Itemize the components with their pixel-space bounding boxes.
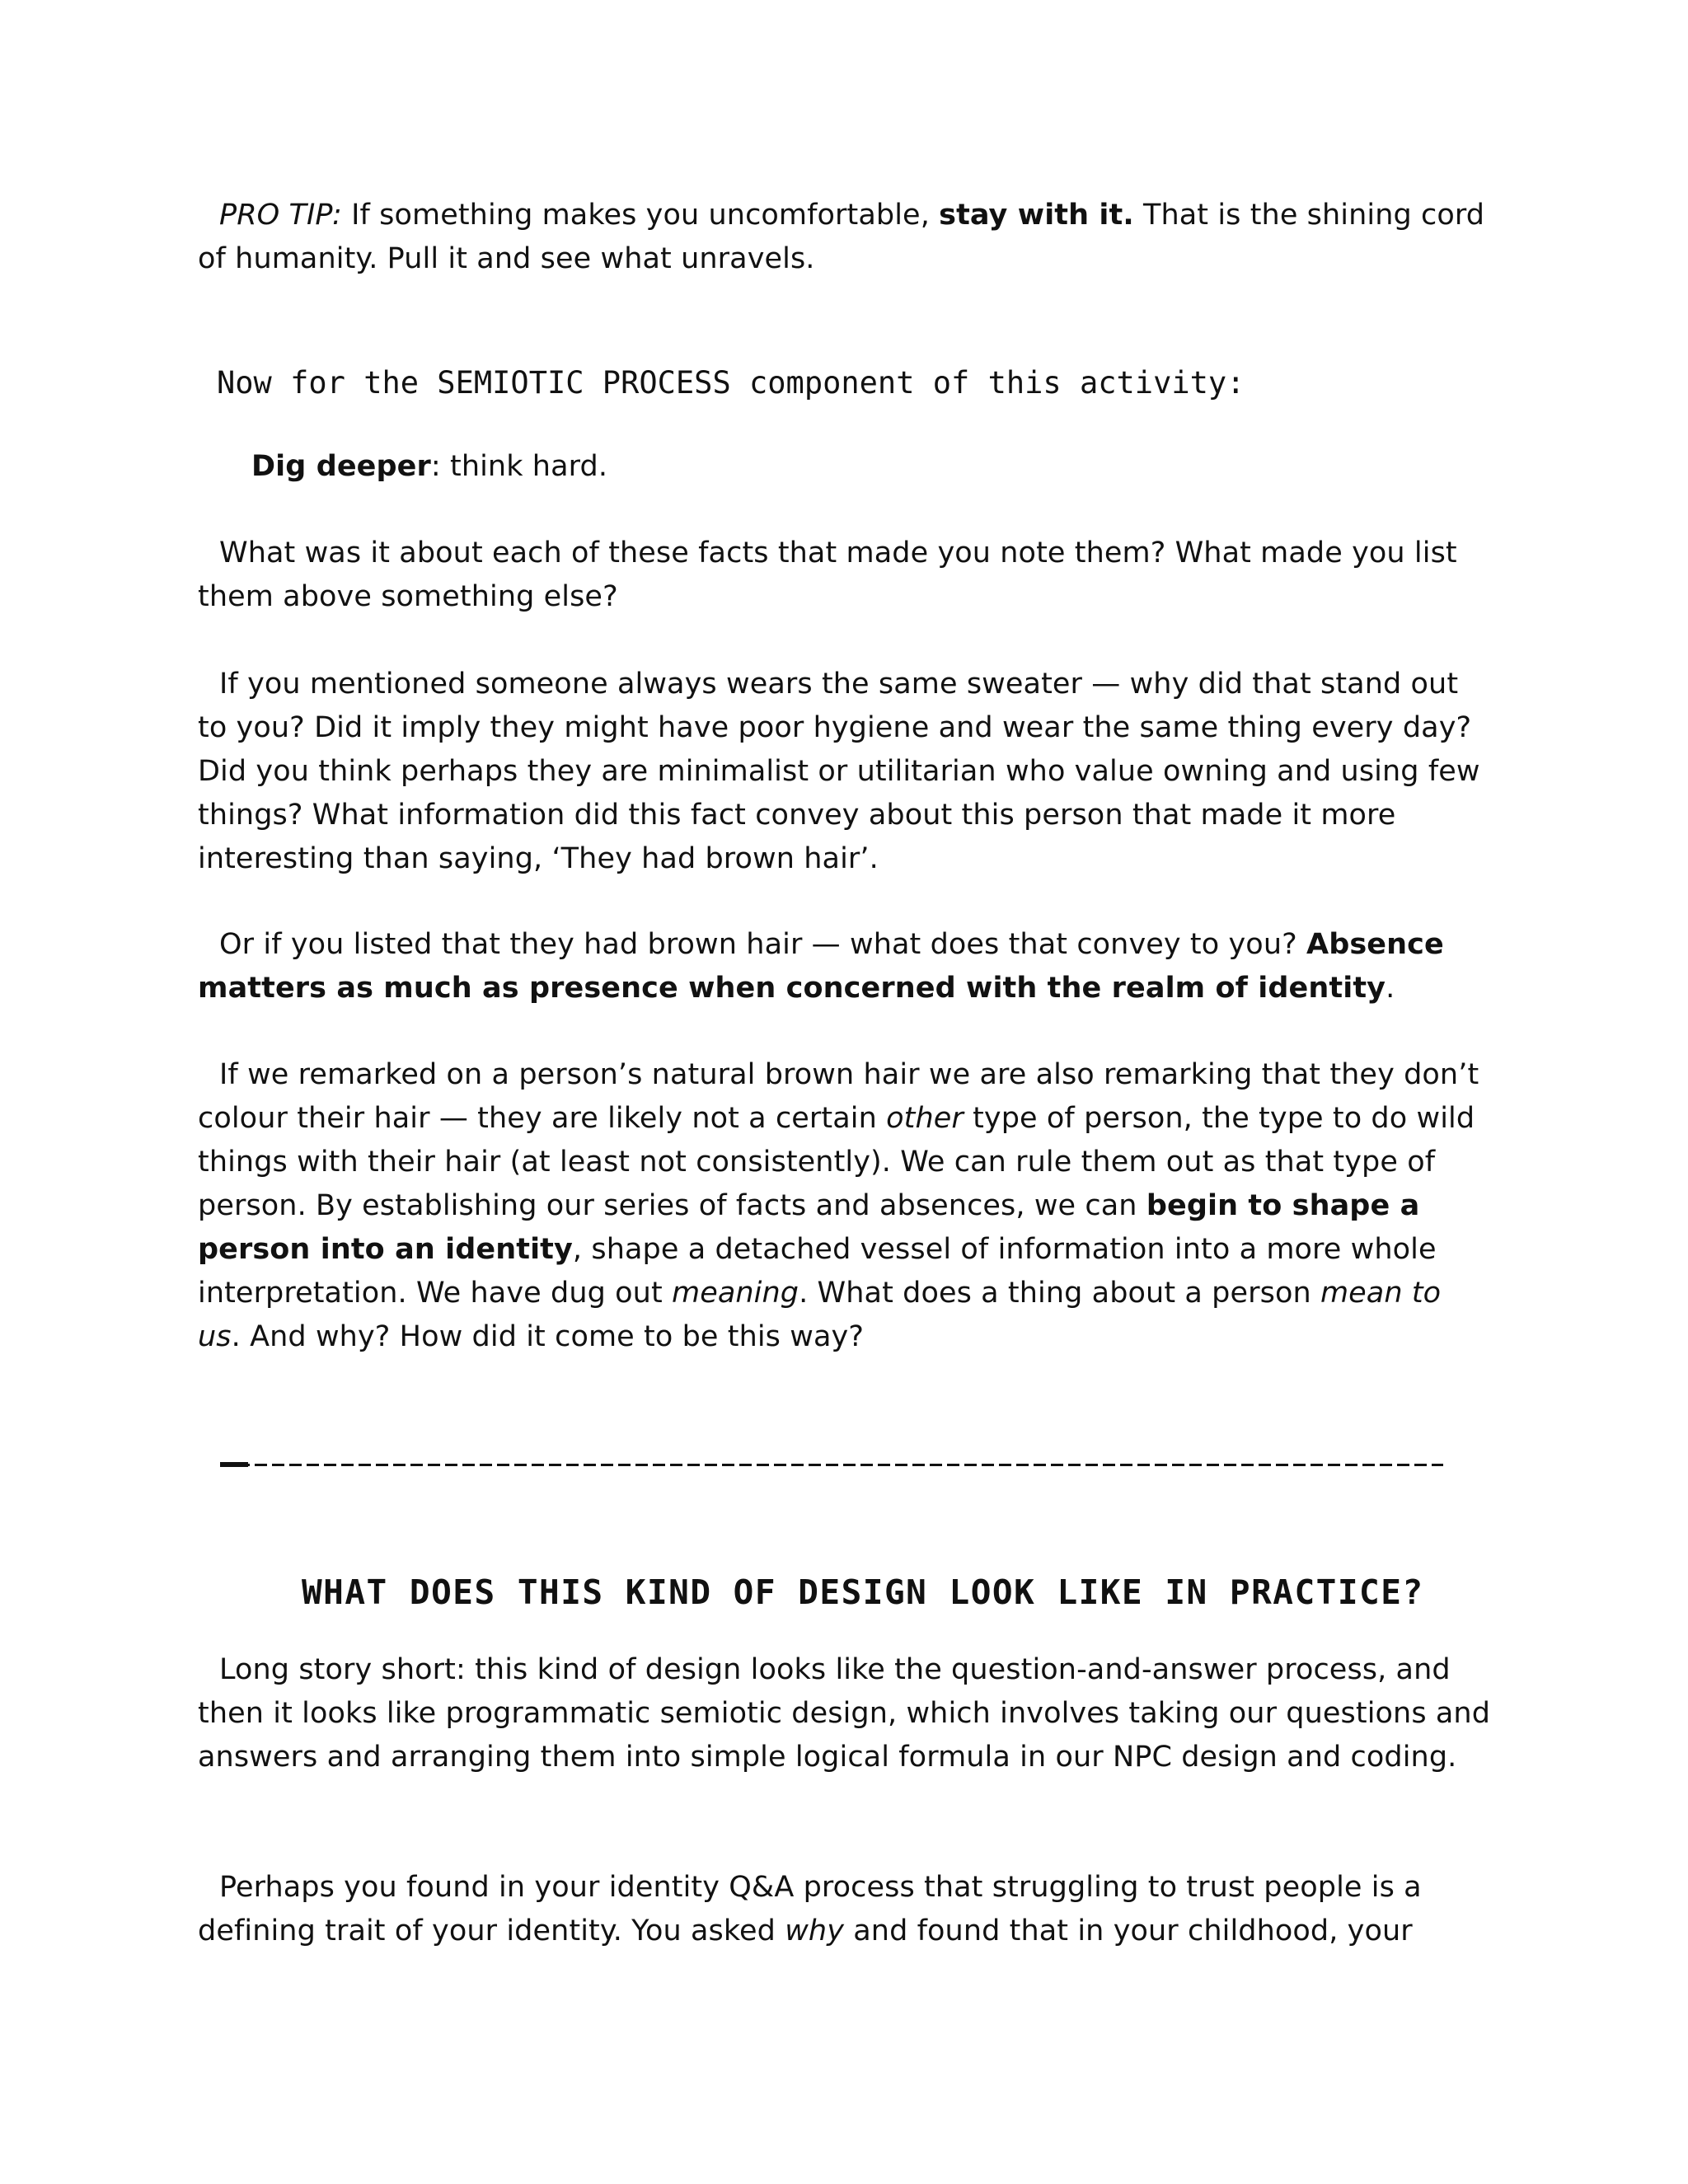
pro-tip-text-2: That is the shining cord of humanity. Pull it and see what unravels.	[198, 199, 1485, 275]
paragraph-sweater: If you mentioned someone always wears the same sweater — why did that stand out to you? Did it imply they might have poor hygiene and wear the same thing every day? Did you think perhaps they are minimalist or utilitarian who value owning and using few things? What information did this fact convey about this person that made it more interesting than saying, ‘They had brown hair’.	[198, 668, 1480, 875]
semiotic-intro: Now for the SEMIOTIC PROCESS component of this activity:	[217, 365, 1245, 401]
section-divider	[220, 1452, 1443, 1477]
pro-tip-text-1: If something makes you uncomfortable,	[341, 199, 940, 232]
trust-italic: why	[785, 1915, 845, 1947]
paragraph-brown-hair	[198, 1053, 1492, 1359]
divider-lead-dash	[220, 1462, 248, 1467]
brown-hair-text-5: . And why? How did it come to be this way?	[231, 1320, 865, 1353]
paragraph-absence	[198, 923, 1492, 1010]
trust-text-2: and found that in your childhood, your	[844, 1915, 1413, 1947]
paragraph-facts-question: What was it about each of these facts that made you note them? What made you list them above something else?	[198, 537, 1457, 613]
trust-text-1: Perhaps you found in your identity Q&A process that struggling to trust people is a defining trait of your identity. You asked	[198, 1871, 1422, 1947]
pro-tip-paragraph	[198, 194, 1492, 281]
brown-hair-bold: begin to shape a person into an identity	[198, 1189, 1420, 1266]
brown-hair-italic-1: other	[886, 1102, 964, 1135]
dig-deeper-line	[251, 445, 1405, 489]
absence-end: .	[1386, 972, 1395, 1005]
absence-bold: Absence matters as much as presence when concerned with the realm of identity	[198, 928, 1444, 1005]
dig-deeper-text: : think hard.	[430, 450, 608, 483]
brown-hair-italic-2: meaning	[672, 1277, 799, 1310]
absence-text: Or if you listed that they had brown hair — what does that convey to you?	[219, 928, 1307, 961]
pro-tip-label: PRO TIP:	[219, 199, 342, 232]
dig-deeper-label: Dig deeper	[251, 450, 431, 483]
brown-hair-text-1: If we remarked on a person’s natural brown hair we are also remarking that they don’t colour their hair — they are likely not a certain	[198, 1058, 1479, 1135]
brown-hair-italic-3: mean to us	[198, 1277, 1442, 1353]
section-heading: WHAT DOES THIS KIND OF DESIGN LOOK LIKE IN PRACTICE?	[302, 1572, 1424, 1612]
brown-hair-text-4: . What does a thing about a person	[799, 1277, 1320, 1310]
brown-hair-text-2: type of person, the type to do wild things with their hair (at least not consistently). We can rule them out as that type of person. By establishing our series of facts and absences, we can	[198, 1102, 1475, 1222]
paragraph-trust	[198, 1866, 1492, 1953]
brown-hair-text-3: , shape a detached vessel of information into a more whole interpretation. We have dug out	[198, 1233, 1437, 1310]
paragraph-long-story-short: Long story short: this kind of design looks like the question-and-answer process, and then it looks like programmatic semiotic design, which involves taking our questions and answers and arranging them into simple logical formula in our NPC design and coding.	[198, 1653, 1491, 1774]
pro-tip-emphasis: stay with it.	[939, 199, 1134, 232]
